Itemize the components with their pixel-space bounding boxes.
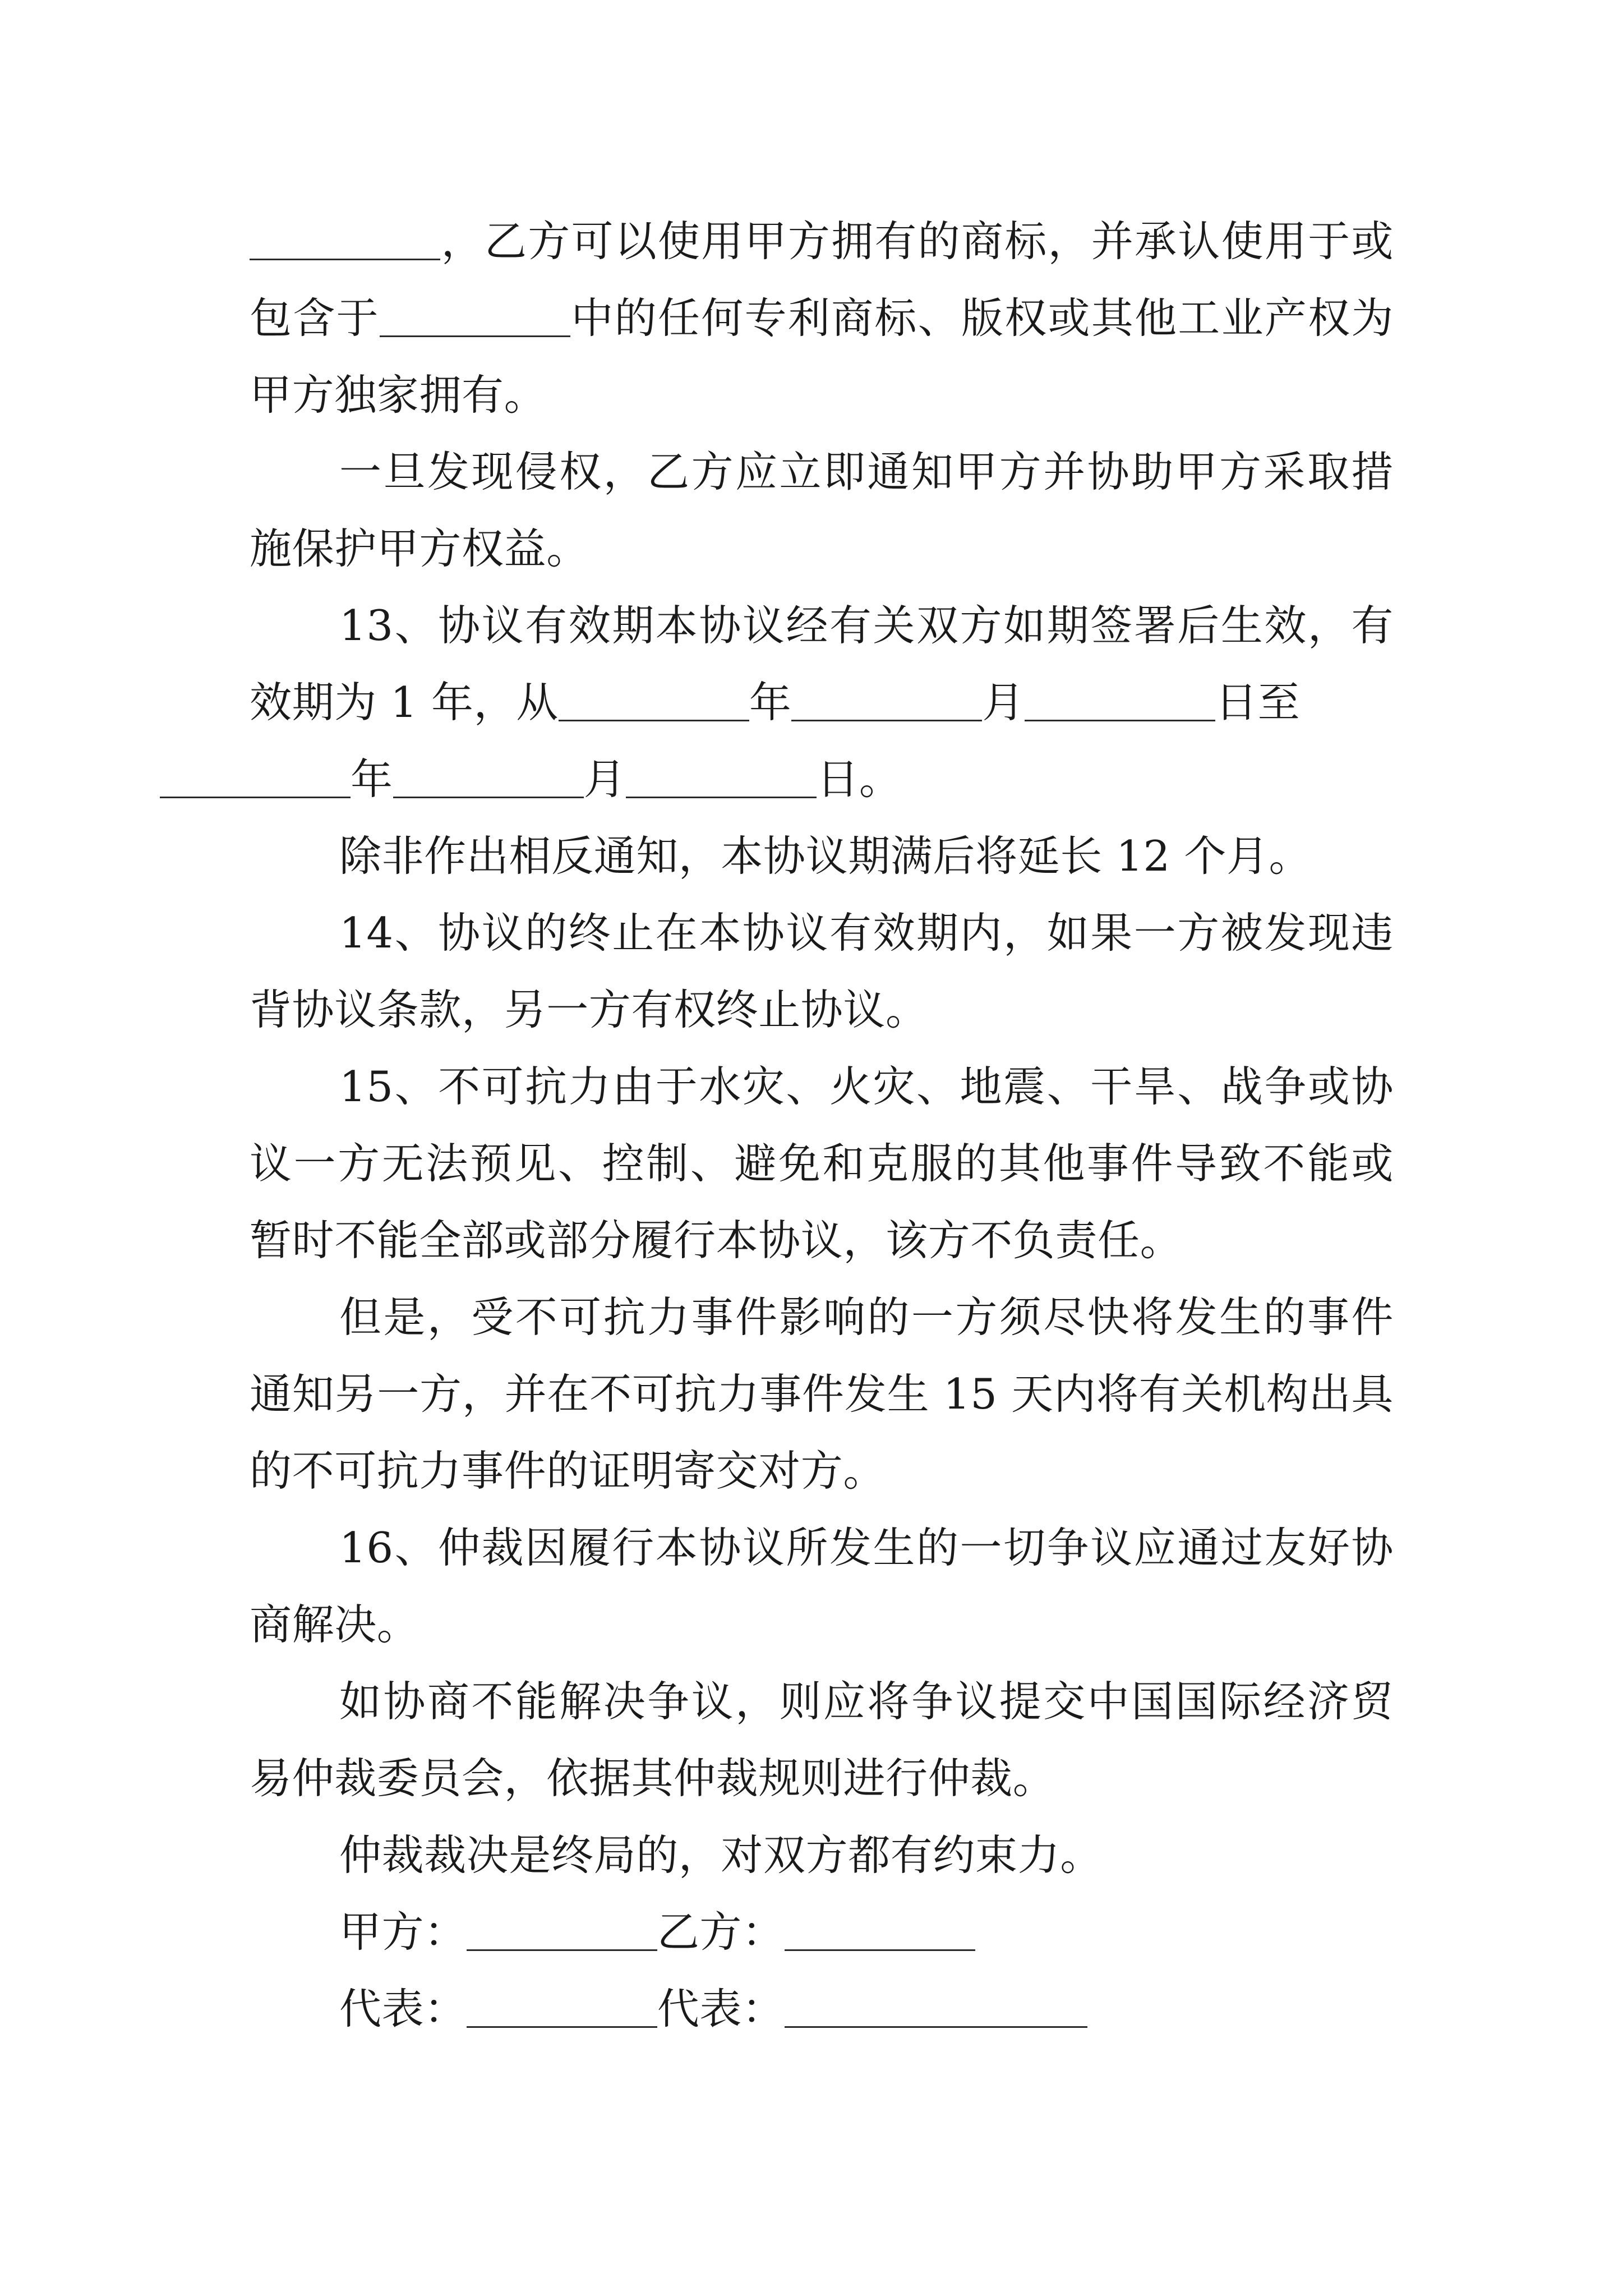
rep-b-label: 代表： [657,1984,785,2033]
party-b-field[interactable] [785,1910,975,1951]
rep-b-field[interactable] [785,1987,1087,2028]
rep-a-label: 代表： [339,1984,467,2033]
document-body [250,203,1394,2047]
party-a-label: 甲方： [339,1907,467,1957]
party-b-label: 乙方： [657,1907,785,1957]
paragraph-validity-period: 13、协议有效期本协议经有关双方如期签署后生效，有效期为 1 年，从 年 月 日至 年 月 日。 [250,587,1394,818]
start-year-field[interactable] [559,680,749,721]
start-day-field[interactable] [1025,680,1215,721]
paragraph-arbitration: 16、仲裁因履行本协议所发生的一切争议应通过友好协商解决。 [250,1523,1394,1649]
paragraph-arbitration-commission: 如协商不能解决争议，则应将争议提交中国国际经济贸易仲裁委员会，依据其仲裁规则进行仲裁。 [250,1677,1394,1803]
paragraph-infringement: 一旦发现侵权，乙方应立即通知甲方并协助甲方采取措施保护甲方权益。 [250,447,1394,573]
paragraph-arbitration-final: 仲裁裁决是终局的，对双方都有约束力。 [339,1830,1103,1880]
blank-field[interactable] [250,219,440,260]
paragraph-force-majeure: 15、不可抗力由于水灾、火灾、地震、干旱、战争或协议一方无法预见、控制、避免和克服的其他事件导致不能或暂时不能全部或部分履行本协议，该方不负责任。 [250,1062,1394,1265]
end-month-field[interactable] [393,757,584,798]
paragraph-termination: 14、协议的终止在本协议有效期内，如果一方被发现违背协议条款，另一方有权终止协议。 [250,908,1394,1034]
end-day-field[interactable] [626,757,817,798]
start-month-field[interactable] [791,680,982,721]
paragraph-trademark-rights: ，乙方可以使用甲方拥有的商标，并承认使用于或包含于 中的任何专利商标、版权或其他工业产权为甲方独家拥有。 [250,217,1394,420]
blank-field[interactable] [380,296,570,337]
end-year-field[interactable] [160,757,351,798]
party-a-field[interactable] [467,1910,657,1951]
paragraph-extension: 除非作出相反通知，本协议期满后将延长 12 个月。 [339,831,1312,881]
paragraph-force-majeure-notice: 但是，受不可抗力事件影响的一方须尽快将发生的事件通知另一方，并在不可抗力事件发生 15 天内将有关机构出具的不可抗力事件的证明寄交对方。 [250,1292,1394,1496]
signature-row-parties [250,1894,1394,1971]
signature-row-representatives [250,1971,1394,2047]
rep-a-field[interactable] [467,1987,657,2028]
